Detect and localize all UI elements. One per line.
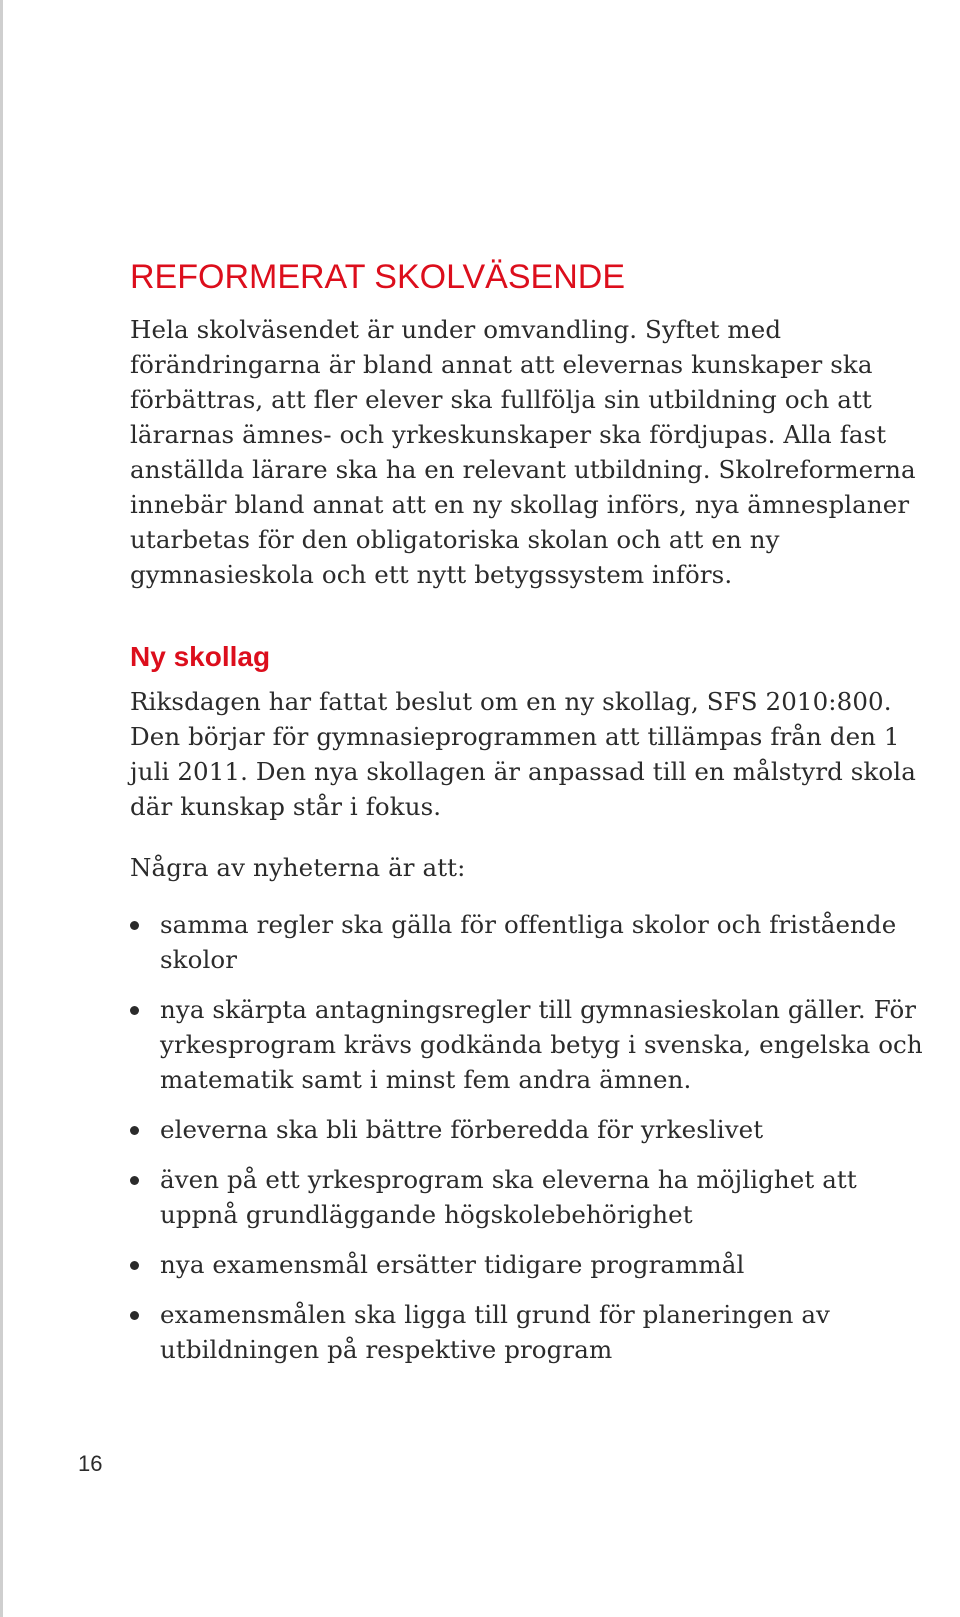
list-item (130, 1112, 930, 1147)
page-edge-rule (0, 0, 3, 1617)
list-item-text: nya skärpta antagningsregler till gymnasieskolan gäller. För yrkesprogram krävs godkända betyg i svenska, engelska och matematik samt i minst fem andra ämnen. (160, 995, 923, 1094)
list-intro: Några av nyheterna är att: (130, 853, 466, 882)
bullet-icon (130, 1261, 139, 1270)
intro-paragraph: Hela skolväsendet är under omvandling. Syftet med förändringarna är bland annat att elevernas kunskaper ska förbättras, att fler elever ska fullfölja sin utbildning och att lärarnas ämnes- och yrkeskunskaper ska fördjupas. Alla fast anställda lärare ska ha en relevant utbildning. Skolreformerna innebär bland annat att en ny skollag införs, nya ämnesplaner utarbetas för den obligatoriska skolan och att en ny gymnasieskola och ett nytt betygssystem införs. (130, 315, 916, 589)
bullet-icon (130, 1126, 139, 1135)
bullet-icon (130, 1006, 139, 1015)
list-item (130, 992, 930, 1097)
page-content (130, 258, 930, 1382)
news-list (130, 907, 930, 1367)
list-item-text: även på ett yrkesprogram ska eleverna ha möjlighet att uppnå grundläggande högskolebehörighet (160, 1165, 857, 1229)
list-item (130, 1247, 930, 1282)
list-item-text: examensmålen ska ligga till grund för planeringen av utbildningen på respektive program (160, 1300, 831, 1364)
list-item-text: samma regler ska gälla för offentliga skolor och fristående skolor (160, 910, 897, 974)
skollag-paragraph: Riksdagen har fattat beslut om en ny skollag, SFS 2010:800. Den börjar för gymnasieprogrammen att tillämpas från den 1 juli 2011. Den nya skollagen är anpassad till en målstyrd skola där kunskap står i fokus. (130, 687, 916, 821)
section-title: REFORMERAT SKOLVÄSENDE (130, 258, 625, 296)
list-item-text: eleverna ska bli bättre förberedda för yrkeslivet (160, 1115, 764, 1144)
bullet-icon (130, 921, 139, 930)
list-item (130, 907, 930, 977)
page-number: 16 (78, 1451, 103, 1476)
list-item-text: nya examensmål ersätter tidigare programmål (160, 1250, 745, 1279)
bullet-icon (130, 1176, 139, 1185)
bullet-icon (130, 1311, 139, 1320)
list-item (130, 1162, 930, 1232)
list-item (130, 1297, 930, 1367)
subsection-heading: Ny skollag (130, 641, 271, 672)
